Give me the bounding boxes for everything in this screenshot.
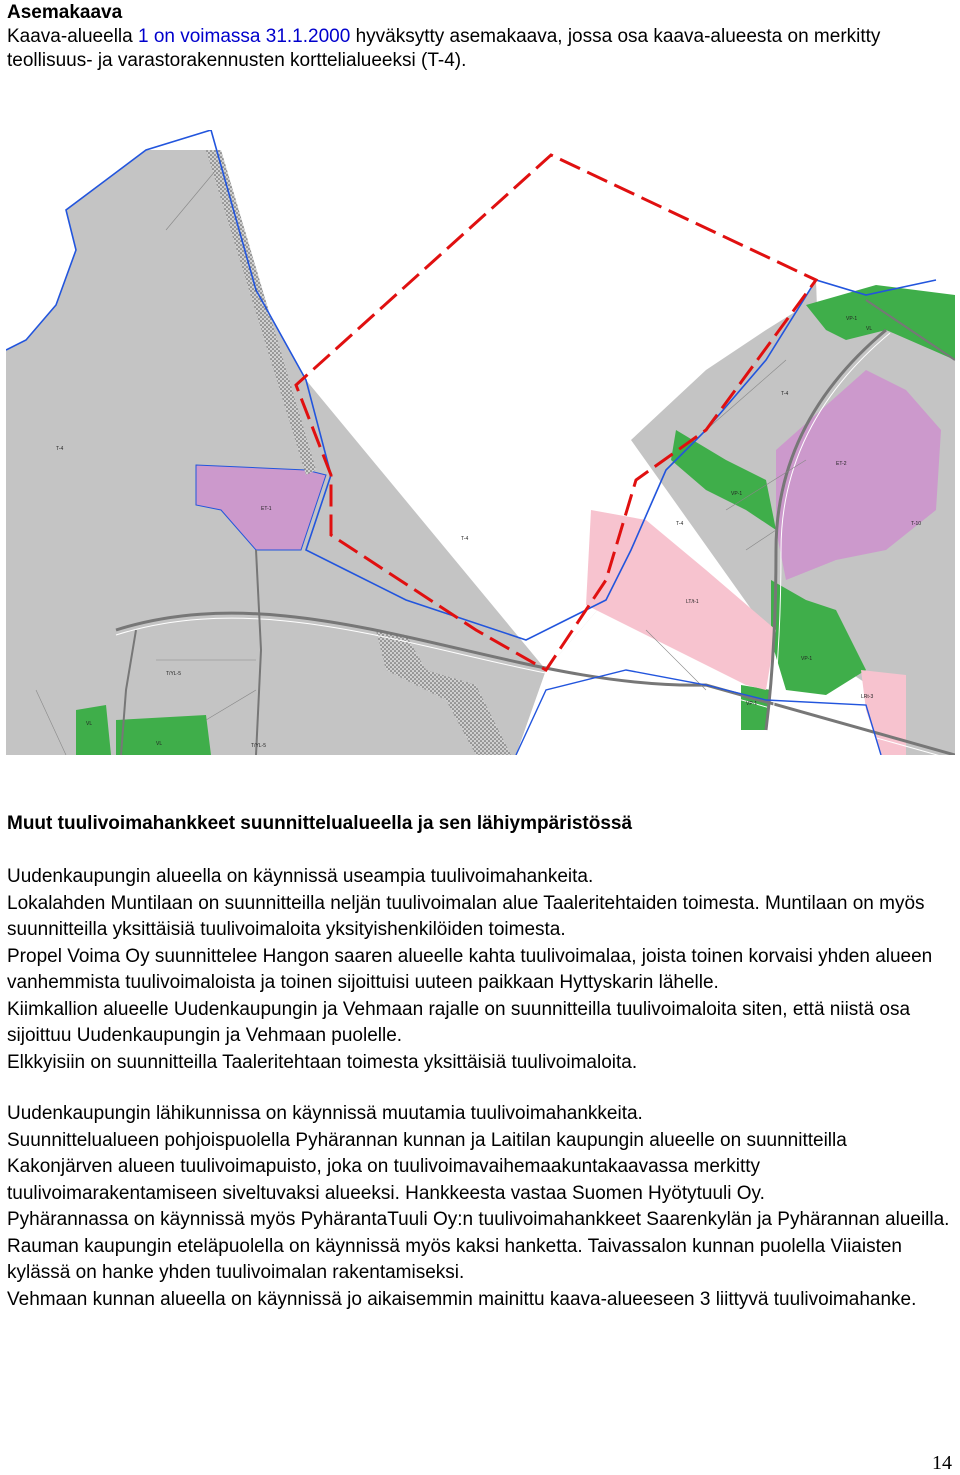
map-label-vl-south: VL: [156, 741, 163, 747]
zoning-plan-map: [6, 130, 955, 755]
map-label-t4-center: T-4: [461, 536, 469, 542]
map-label-vp-north: VP-1: [846, 316, 858, 322]
section-heading-asemakaava: Asemakaava: [7, 2, 123, 23]
paragraph-9: Vehmaan kunnan alueella on käynnissä jo aikaisemmin mainittu kaava-alueeseen 3 liittyvä tuulivoimahanke.: [7, 1288, 917, 1310]
paragraph-7: Suunnittelualueen pohjoispuolella Pyhärannan kunnan ja Laitilan kaupungin alueelle on suunnitteilla Kakonjärven alueen tuulivoimapuisto, joka on tuulivoimavaihemaakuntakaavassa merkitty tuulivoimarakentamiseen siveltuvaksi alueeksi. Hankkeesta vastaa Suomen Hyötytuuli Oy.: [7, 1129, 847, 1204]
map-label-lt: LT/t-1: [686, 599, 699, 605]
intro-text-end: hyväksytty asemakaava, jossa osa kaava-alueesta on merkitty teollisuus- ja varastorakennusten korttelialueeksi (T-4).: [7, 26, 881, 71]
map-label-vp-center: VP-1: [731, 491, 743, 497]
map-label-vl-west: VL: [86, 721, 93, 727]
paragraph-1: Uudenkaupungin alueella on käynnissä useampia tuulivoimahankeita.: [7, 866, 594, 887]
paragraph-6: Uudenkaupungin lähikunnissa on käynnissä muutamia tuulivoimahankkeita.: [7, 1103, 643, 1124]
paragraph-2: Lokalahden Muntilaan on suunnitteilla neljän tuulivoimalan alue Taaleritehtaiden toimesta. Muntilaan on myös suunnitteilla yksittäisiä tuulivoimaloita yksityishenkilöiden toimesta.: [7, 892, 925, 940]
paragraph-spacer: [7, 1076, 952, 1101]
map-label-tyl-north: T/YL-5: [166, 671, 182, 677]
section-heading-other-projects: Muut tuulivoimahankkeet suunnittelualueella ja sen lähiympäristössä: [7, 813, 633, 834]
page-number: 14: [932, 1452, 952, 1474]
map-label-t4-east: T-4: [676, 521, 684, 527]
map-label-et2: ET-2: [836, 461, 847, 467]
map-label-vp-bottom: VP-1: [746, 701, 758, 707]
intro-paragraph: [7, 25, 952, 73]
map-label-t10: T-10: [911, 521, 922, 527]
body-text: [7, 864, 952, 1313]
map-label-lr: LRt-3: [861, 694, 874, 700]
map-label-vl-north: VL: [866, 326, 873, 332]
paragraph-4: Kiimkallion alueelle Uudenkaupungin ja Vehmaan rajalle on suunnitteilla tuulivoimaloita siten, että niistä osa sijoittuu Uudenkaupungin ja Vehmaan puolelle.: [7, 998, 911, 1046]
plan-area-link[interactable]: 1 on voimassa 31.1.2000: [137, 26, 351, 47]
paragraph-5: Elkkyisiin on suunnitteilla Taaleritehtaan toimesta yksittäisiä tuulivoimaloita.: [7, 1051, 638, 1073]
map-label-t4-north: T-4: [781, 391, 789, 397]
green-area-southwest-2: [116, 715, 211, 755]
paragraph-3: Propel Voima Oy suunnittelee Hangon saaren alueelle kahta tuulivoimalaa, joista toinen korvaisi yhden alueen vanhemmista tuulivoimaloista ja toinen sijoittuisi uuteen paikkaan Hyttyskarin lähelle.: [7, 945, 933, 993]
map-label-vp-south: VP-1: [801, 656, 813, 662]
map-label-tyl-south: T/YL-5: [251, 743, 267, 749]
intro-text-start: Kaava-alueella: [7, 26, 138, 47]
map-label-t4-west: T-4: [56, 446, 64, 452]
map-label-et1: ET-1: [261, 506, 272, 512]
paragraph-8: Pyhärannassa on käynnissä myös PyhärantaTuuli Oy:n tuulivoimahankkeet Saarenkylän ja Pyhärannan alueilla. Rauman kaupungin eteläpuolella on käynnissä myös kaksi hanketta. Taivassalon kunnan puolella Viiaisten kylässä on hanke yhden tuulivoimalan rakentamiseksi.: [7, 1209, 950, 1283]
green-area-southwest-1: [76, 705, 111, 755]
